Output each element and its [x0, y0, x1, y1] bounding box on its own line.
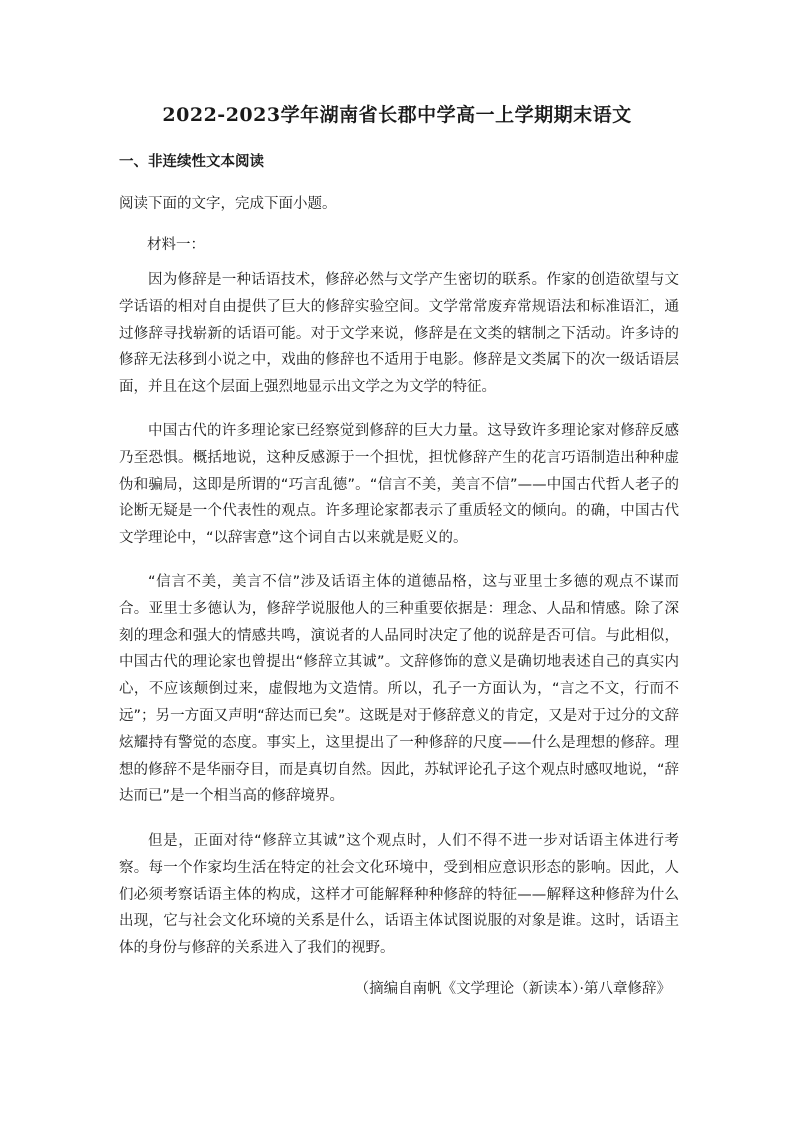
paragraph: “信言不美，美言不信”涉及话语主体的道德品格，这与亚里士多德的观点不谋而合。亚里士多德认为，修辞学说服他人的三种重要依据是：理念、人品和情感。除了深刻的理念和强大的情感共鸣，演说者的人品同时决定了他的说辞是否可信。与此相似，中国古代的理论家也曾提出“修辞立其诚”。文辞修饰的意义是确切地表述自己的真实内心，不应该颠倒过来，虚假地为文造情。所以，孔子一方面认为，“言之不文，行而不远”；另一方面又声明“辞达而已矣”。这既是对于修辞意义的肯定，又是对于过分的文辞炫耀持有警觉的态度。事实上，这里提出了一种修辞的尺度——什么是理想的修辞。理想的修辞不是华丽夺目，而是真切自然。因此，苏轼评论孔子这个观点时感叹地说，“辞达而已”是一个相当高的修辞境界。 [119, 574, 679, 805]
document-title: 2022-2023学年湖南省长郡中学高一上学期期末语文 [162, 104, 632, 126]
source-citation: （摘编自南帆《文学理论（新读本）·第八章修辞》 [354, 981, 671, 997]
paragraph: 但是，正面对待“修辞立其诚”这个观点时，人们不得不进一步对话语主体进行考察。每一个作家均生活在特定的社会文化环境中，受到相应意识形态的影响。因此，人们必须考察话语主体的构成，这样才可能解释种种修辞的特征——解释这种修辞为什么出现，它与社会文化环境的关系是什么，话语主体试图说服的对象是谁。这时，话语主体的身份与修辞的关系进入了我们的视野。 [119, 833, 679, 957]
paragraph: 中国古代的许多理论家已经察觉到修辞的巨大力量。这导致许多理论家对修辞反感乃至恐惧。概括地说，这种反感源于一个担忧，担忧修辞产生的花言巧语制造出种种虚伪和骗局，这即是所谓的“巧言乱德”。“信言不美，美言不信”——中国古代哲人老子的论断无疑是一个代表性的观点。许多理论家都表示了重质轻文的倾向。的确，中国古代文学理论中，“以辞害意”这个词自古以来就是贬义的。 [119, 423, 679, 547]
paragraph: 因为修辞是一种话语技术，修辞必然与文学产生密切的联系。作家的创造欲望与文学话语的相对自由提供了巨大的修辞实验空间。文学常常废弃常规语法和标准语汇，通过修辞寻找崭新的话语可能。对于文学来说，修辞是在文类的辖制之下活动。许多诗的修辞无法移到小说之中，戏曲的修辞也不适用于电影。修辞是文类属下的次一级话语层面，并且在这个层面上强烈地显示出文学之为文学的特征。 [119, 272, 679, 396]
material-label: 材料一： [147, 237, 205, 253]
section-heading: 一、非连续性文本阅读 [119, 154, 264, 170]
reading-instruction: 阅读下面的文字，完成下面小题。 [119, 196, 337, 212]
